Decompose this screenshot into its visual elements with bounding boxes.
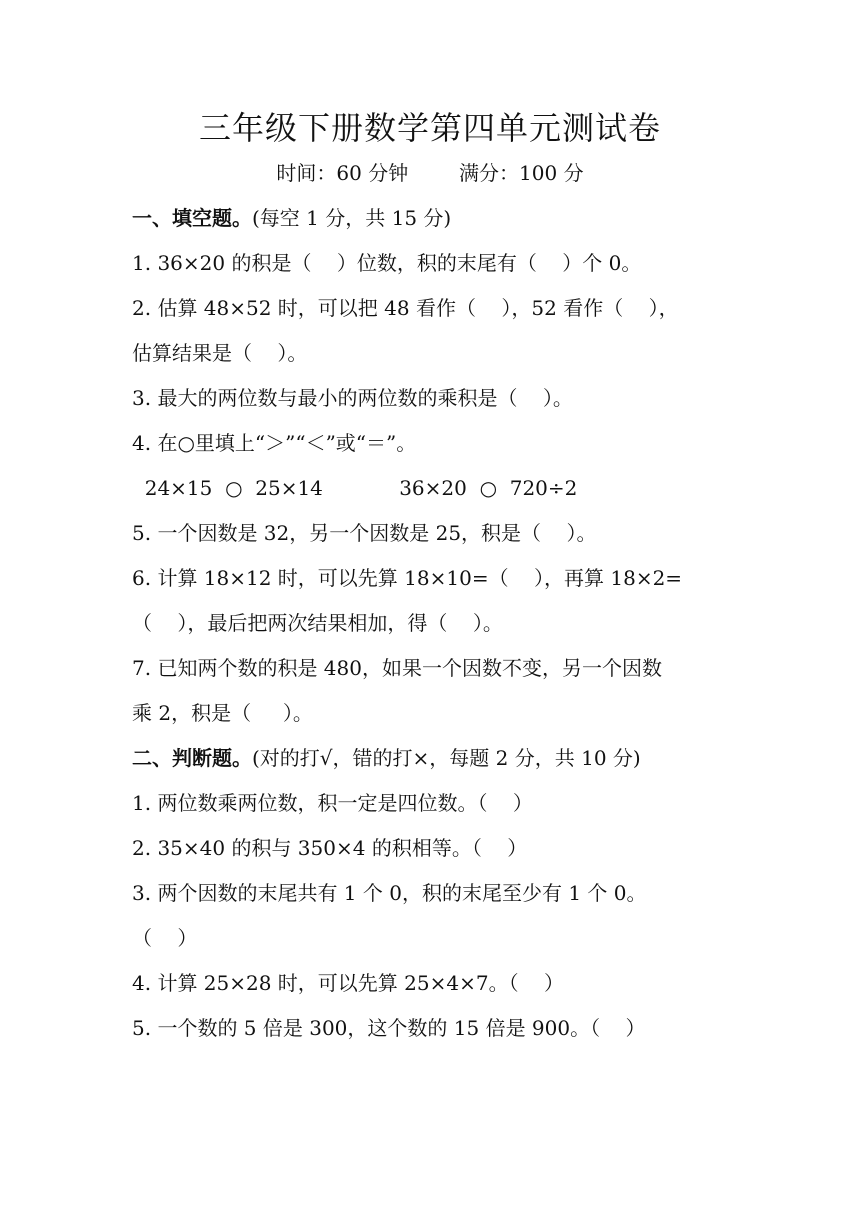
comparison-line: 24×15 ○ 25×14 36×20 ○ 720÷2 [132, 476, 578, 500]
question-line: 6. 计算 18×12 时，可以先算 18×10=（ ），再算 18×2= [132, 566, 683, 590]
question-line: 5. 一个因数是 32，另一个因数是 25，积是（ ）。 [132, 521, 597, 545]
section-note: (每空 1 分，共 15 分) [252, 206, 452, 230]
exam-info: 时间：60 分钟 满分：100 分 [276, 161, 584, 185]
question-line: 3. 最大的两位数与最小的两位数的乘积是（ ）。 [132, 386, 573, 410]
page-title: 三年级下册数学第四单元测试卷 [198, 109, 661, 147]
question-line: 1. 36×20 的积是（ ）位数，积的末尾有（ ）个 0。 [132, 251, 642, 275]
question-line: 2. 估算 48×52 时，可以把 48 看作（ ），52 看作（ ）， [132, 296, 679, 320]
question-line: 5. 一个数的 5 倍是 300，这个数的 15 倍是 900。（ ） [132, 1016, 646, 1040]
section-heading-fill-blank [132, 203, 451, 233]
question-line: 4. 计算 25×28 时，可以先算 25×4×7。（ ） [132, 971, 565, 995]
section-title: 一、填空题。 [132, 206, 252, 230]
question-line: 3. 两个因数的末尾共有 1 个 0，积的末尾至少有 1 个 0。 [132, 881, 647, 905]
question-line: 7. 已知两个数的积是 480，如果一个因数不变，另一个因数 [132, 656, 662, 680]
question-line: 乘 2，积是（ ）。 [132, 701, 313, 725]
section-note: (对的打√，错的打×，每题 2 分，共 10 分) [252, 746, 641, 770]
question-line: （ ） [132, 926, 198, 950]
section-heading-true-false [132, 743, 641, 773]
section-title: 二、判断题。 [132, 746, 252, 770]
question-line: 1. 两位数乘两位数，积一定是四位数。（ ） [132, 791, 533, 815]
question-line: （ ），最后把两次结果相加，得（ ）。 [132, 611, 503, 635]
question-line: 估算结果是（ ）。 [132, 341, 308, 365]
question-line: 4. 在○里填上“＞”“＜”或“＝”。 [132, 431, 417, 455]
question-line: 2. 35×40 的积与 350×4 的积相等。（ ） [132, 836, 528, 860]
